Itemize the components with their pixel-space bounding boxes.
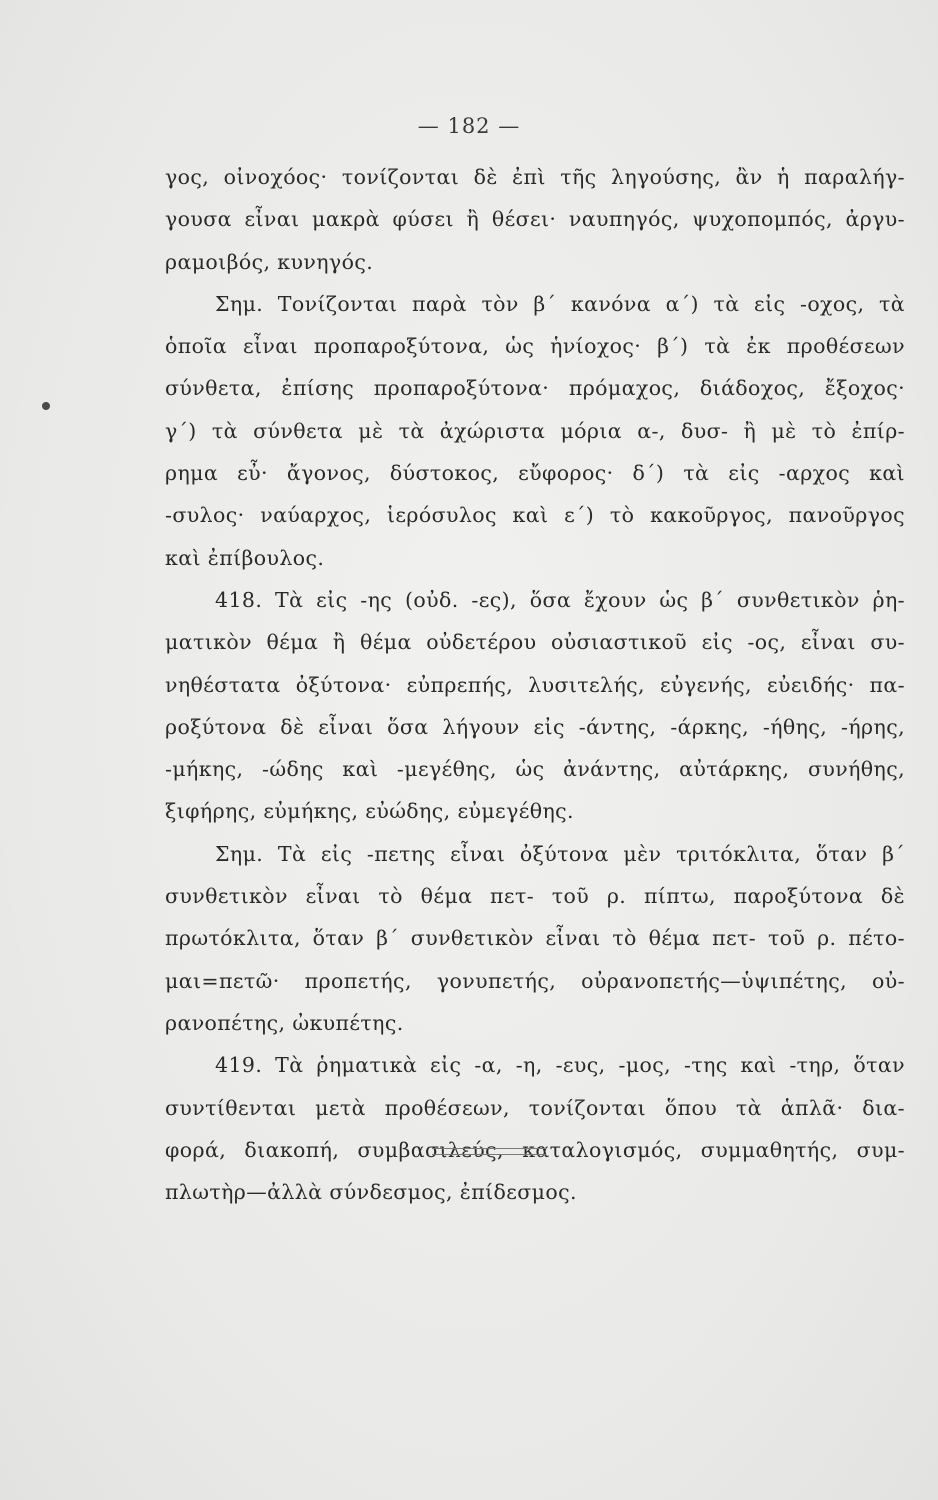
text-line: γος, οἰνοχόος· τονίζονται δὲ ἐπὶ τῆς ληγούσης, ἂν ἡ παραλήγ-	[165, 165, 905, 189]
text-line: Σημ. Τονίζονται παρὰ τὸν β΄ κανόνα α΄) τὰ εἰς -οχος, τὰ	[215, 291, 905, 316]
text-line: Σημ. Τὰ εἰς -πετης εἶναι ὀξύτονα μὲν τριτόκλιτα, ὅταν β΄	[215, 841, 905, 866]
text-line: συνθετικὸν εἶναι τὸ θέμα πετ- τοῦ ρ. πίπτω, παροξύτονα δὲ	[165, 884, 905, 909]
text-line: 418. Τὰ εἰς -ης (οὐδ. -ες), ὅσα ἔχουν ὡς β΄ συνθετικὸν ῥη-	[215, 587, 905, 612]
text-line: γ΄) τὰ σύνθετα μὲ τὰ ἀχώριστα μόρια α-, δυσ- ἢ μὲ τὸ ἐπίρ-	[165, 418, 905, 443]
text-line: ρημα εὖ· ἄγονος, δύστοκος, εὔφορος· δ΄) τὰ εἰς -αρχος καὶ	[165, 461, 905, 486]
text-line: μαι=πετῶ· προπετής, γονυπετής, οὐρανοπετής—ὑψιπέτης, οὐ-	[165, 968, 905, 993]
margin-mark	[42, 402, 50, 410]
text-line: σύνθετα, ἐπίσης προπαροξύτονα· πρόμαχος, διάδοχος, ἔξοχος·	[165, 376, 905, 401]
text-line: ροξύτονα δὲ εἶναι ὅσα λήγουν εἰς -άντης, -άρκης, -ήθης, -ήρης,	[165, 714, 905, 739]
text-line: φορά, διακοπή, συμβασιλεύς, καταλογισμός, συμμαθητής, συμ-	[165, 1137, 905, 1162]
text-line: πλωτὴρ—ἀλλὰ σύνδεσμος, ἐπίδεσμος.	[165, 1180, 577, 1205]
body-text	[165, 156, 905, 1213]
text-line: γουσα εἶναι μακρὰ φύσει ἢ θέσει· ναυπηγός, ψυχοπομπός, ἀργυ-	[165, 207, 905, 232]
text-line: νηθέστατα ὀξύτονα· εὐπρεπής, λυσιτελής, εὐγενής, εὐειδής· πα-	[165, 672, 905, 697]
page-number: — 182 —	[417, 114, 521, 138]
text-line: 419. Τὰ ῥηματικὰ εἰς -α, -η, -ευς, -μος, -της καὶ -τηρ, ὅταν	[215, 1053, 905, 1078]
text-line: πρωτόκλιτα, ὅταν β΄ συνθετικὸν εἶναι τὸ θέμα πετ- τοῦ ρ. πέτο-	[165, 926, 905, 951]
text-line: -συλος· ναύαρχος, ἱερόσυλος καὶ ε΄) τὸ κακοῦργος, πανοῦργος	[165, 503, 905, 528]
text-line: ματικὸν θέμα ἢ θέμα οὐδετέρου οὐσιαστικοῦ εἰς -ος, εἶναι συ-	[165, 630, 905, 655]
text-line: ὁποῖα εἶναι προπαροξύτονα, ὡς ἡνίοχος· β΄) τὰ ἐκ προθέσεων	[165, 334, 905, 359]
section-end-rule	[432, 1148, 546, 1155]
text-line: καὶ ἐπίβουλος.	[165, 545, 325, 570]
text-line: ραμοιβός, κυνηγός.	[165, 249, 374, 274]
text-line: ξιφήρης, εὐμήκης, εὐώδης, εὐμεγέθης.	[165, 799, 574, 824]
text-line: -μήκης, -ώδης καὶ -μεγέθης, ὡς ἀνάντης, αὐτάρκης, συνήθης,	[165, 757, 905, 782]
text-line: συντίθενται μετὰ προθέσεων, τονίζονται ὅπου τὰ ἁπλᾶ· δια-	[165, 1095, 905, 1120]
text-line: ρανοπέτης, ὠκυπέτης.	[165, 1010, 404, 1035]
